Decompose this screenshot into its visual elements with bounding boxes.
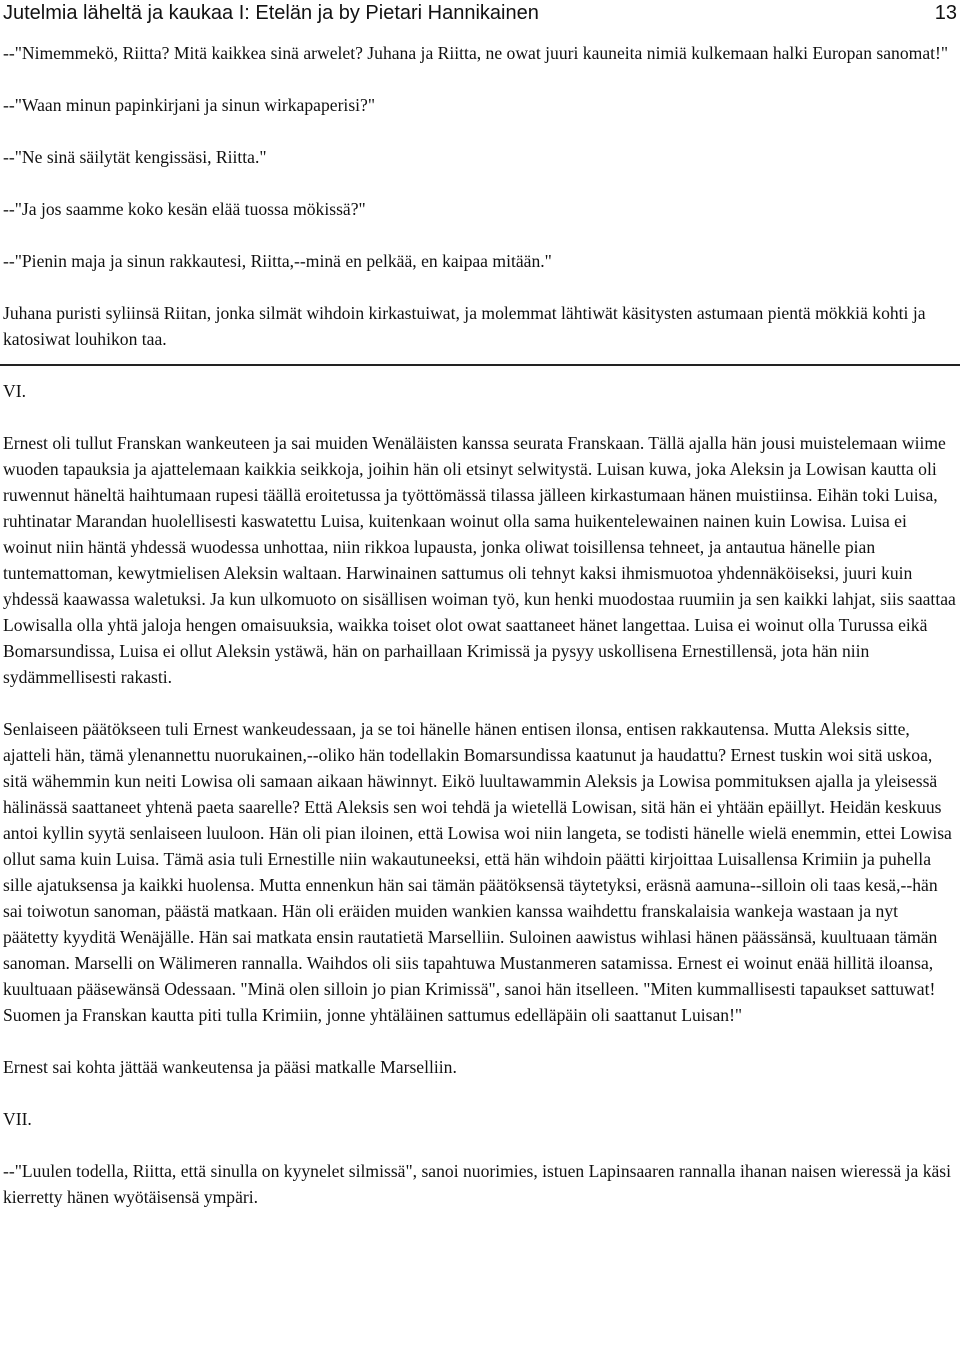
paragraph: Juhana puristi syliinsä Riitan, jonka silmät wihdoin kirkastuiwat, ja molemmat lähtiwät käsitysten astumaan pientä mökkiä kohti ja katosiwat louhikon taa. <box>3 303 926 349</box>
page-header <box>3 0 957 26</box>
section-divider <box>0 364 960 366</box>
running-title: Jutelmia läheltä ja kaukaa I: Etelän ja by Pietari Hannikainen <box>3 2 539 24</box>
paragraph: --"Pienin maja ja sinun rakkautesi, Riitta,--minä en pelkää, en kaipaa mitään." <box>3 251 552 271</box>
chapter-heading: VI. <box>3 381 26 401</box>
book-text <box>3 40 957 1236</box>
paragraph: Senlaiseen päätökseen tuli Ernest wankeudessaan, ja se toi hänelle hänen entisen ilonsa, entisen rakkautensa. Mutta Aleksis sitte, ajatteli hän, tämä ylenannettu nuorukainen,--oliko hän todellakin Bomarsundissa kaatunut ja haudattu? Ernest tuskin woi sitä uskoa, sitä wähemmin kun neiti Lowisa oli samaan aikaan häwinnyt. Eikö luultawammin Aleksis ja Lowisa pommituksen ajalla ja yleisessä hälinässä saattaneet yhtenä paeta saarelle? Että Aleksis sen woi tehdä ja wietellä Lowisan, sitä hän ei yhtään epäillyt. Heidän keskuus antoi kyllin syytä senlaiseen luuloon. Hän oli pian iloinen, että Lowisa woi niin langeta, se todisti hänelle wielä enemmin, ettei Lowisa ollut sama kuin Luisa. Tämä asia tuli Ernestille niin wakautuneeksi, että hän wihdoin päätti kirjoittaa Luisallensa Krimiin ja puhella sille ajatuksensa ja kaikki huolensa. Mutta ennenkun hän sai tämän päätöksensä täytetyksi, eräsnä aamuna--silloin oli taas kesä,--hän sai toiwotun sanoman, päästä matkaan. Hän oli eräiden muiden wankien kanssa waihdettu franskalaisia wankeja wastaan ja nyt päätetty kyyditä Wenäjälle. Hän sai matkata ensin rautatietä Marselliin. Suloinen aawistus wihlasi hänen päässänsä, kuultuaan tämän sanoman. Marselli on Wälimeren rannalla. Waihdos oli siis tapahtuwa Mustanmeren satamissa. Ernest ei woinut enää hillitä iloansa, kuultuaan pääsewänsä Odessaan. "Minä olen silloin jo pian Krimissä", sanoi hän itselleen. "Miten kummallisesti tapaukset sattuwat! Suomen ja Franskan kautta piti tulla Krimiin, jonne yhtäläinen sattumus edelläpäin oli saattanut Luisan!" <box>3 719 952 1025</box>
paragraph: --"Ja jos saamme koko kesän elää tuossa mökissä?" <box>3 199 366 219</box>
page-number: 13 <box>934 2 957 24</box>
paragraph: --"Waan minun papinkirjani ja sinun wirkapaperisi?" <box>3 95 376 115</box>
chapter-heading: VII. <box>3 1109 32 1129</box>
paragraph: Ernest sai kohta jättää wankeutensa ja pääsi matkalle Marselliin. <box>3 1057 457 1077</box>
paragraph: --"Ne sinä säilytät kengissäsi, Riitta." <box>3 147 267 167</box>
paragraph: --"Nimemmekö, Riitta? Mitä kaikkea sinä arwelet? Juhana ja Riitta, ne owat juuri kauneita nimiä kulkemaan halki Europan sanomat!" <box>3 43 949 63</box>
paragraph: Ernest oli tullut Franskan wankeuteen ja sai muiden Wenäläisten kanssa seurata Franskaan. Tällä ajalla hän jousi muistelemaan wiime wuoden tapauksia ja ajattelemaan kaikkia seikkoja, joihin hän oli etsinyt selwitystä. Luisan kuwa, joka Aleksin ja Lowisan kautta oli ruwennut häneltä haihtumaan rupesi täällä eroitetussa ja työttömässä tilassa jälleen kirkastumaan hänen muistiinsa. Eihän toki Luisa, ruhtinatar Marandan huolellisesti kaswatettu Luisa, kuitenkaan woinut olla sama huikentelewainen nainen kuin Lowisa. Luisa ei woinut niin häntä yhdessä wuodessa unhottaa, niin rikkoa lupausta, jonka oliwat toisillensa tehneet, ja antautua hänelle pian tuntemattoman, kewytmielisen Aleksin waltaan. Harwinainen sattumus oli tehnyt kaksi ihmismuotoa yhdennäköiseksi, juuri kuin yhdessä kaawassa waletuksi. Ja kun ulkomuoto on sisällisen woiman työ, kun henki muodostaa ruumiin ja sen kaikki lahjat, siis saattaa Lowisalla olla yhtä jaloja hengen omaisuuksia, waikka toiset olot owat saattaneet hänet langettaa. Luisa ei woinut olla Turussa eikä Bomarsundissa, Luisa ei ollut Aleksin ystäwä, hän on parhaillaan Krimissä ja pysyy uskollisena Ernestillensä, jota hän niin sydämmellisesti rakasti. <box>3 433 956 687</box>
paragraph: --"Luulen todella, Riitta, että sinulla on kyynelet silmissä", sanoi nuorimies, istuen Lapinsaaren rannalla ihanan naisen wieressä ja käsi kierretty hänen wyötäisensä ympäri. <box>3 1161 952 1207</box>
